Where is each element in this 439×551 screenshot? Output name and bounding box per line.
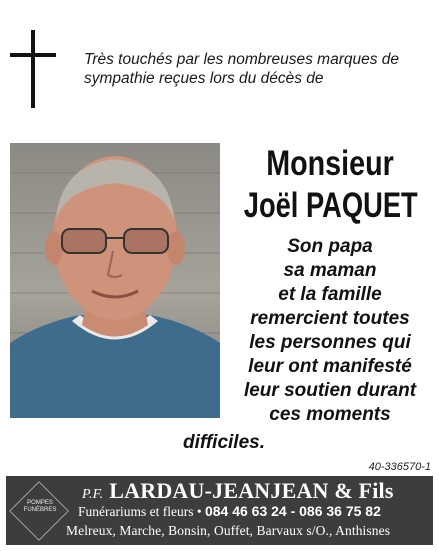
funeral-home-banner <box>6 476 433 545</box>
message-last-line: difficiles. <box>182 432 265 453</box>
message-line: leur ont manifesté <box>248 356 412 377</box>
firm-prefix: P.F. <box>82 487 104 502</box>
locations-text: Melreux, Marche, Bonsin, Ouffet, Barvaux s/O., Anthisnes <box>66 523 391 538</box>
message-line: remercient toutes <box>250 308 410 329</box>
message-line: sa maman <box>283 260 377 281</box>
message-line: les personnes qui <box>249 332 411 353</box>
message-line: leur soutien durant <box>243 380 417 401</box>
firm-name: LARDAU-JEANJEAN & Fils <box>109 478 394 503</box>
thanks-message <box>228 235 432 427</box>
phone-numbers: 084 46 63 24 - 086 36 75 82 <box>204 503 381 519</box>
intro-text: Très touchés par les nombreuses marques de sympathie reçues lors du décès de <box>84 51 400 87</box>
deceased-name: Joël PAQUET <box>243 186 418 225</box>
services-text: Funérariums et fleurs • <box>78 504 202 519</box>
message-line: Son papa <box>287 236 373 257</box>
logo-text: POMPES FUNÈBRES <box>23 500 57 513</box>
portrait-photo <box>10 143 220 418</box>
reference-number: 40-336570-1 <box>368 461 431 473</box>
cross-icon <box>10 30 56 108</box>
message-line: ces moments <box>269 404 391 425</box>
contact-line <box>78 503 381 520</box>
message-line: et la famille <box>278 284 382 305</box>
name-title: Monsieur <box>266 144 394 183</box>
funeral-home-name <box>82 478 394 504</box>
